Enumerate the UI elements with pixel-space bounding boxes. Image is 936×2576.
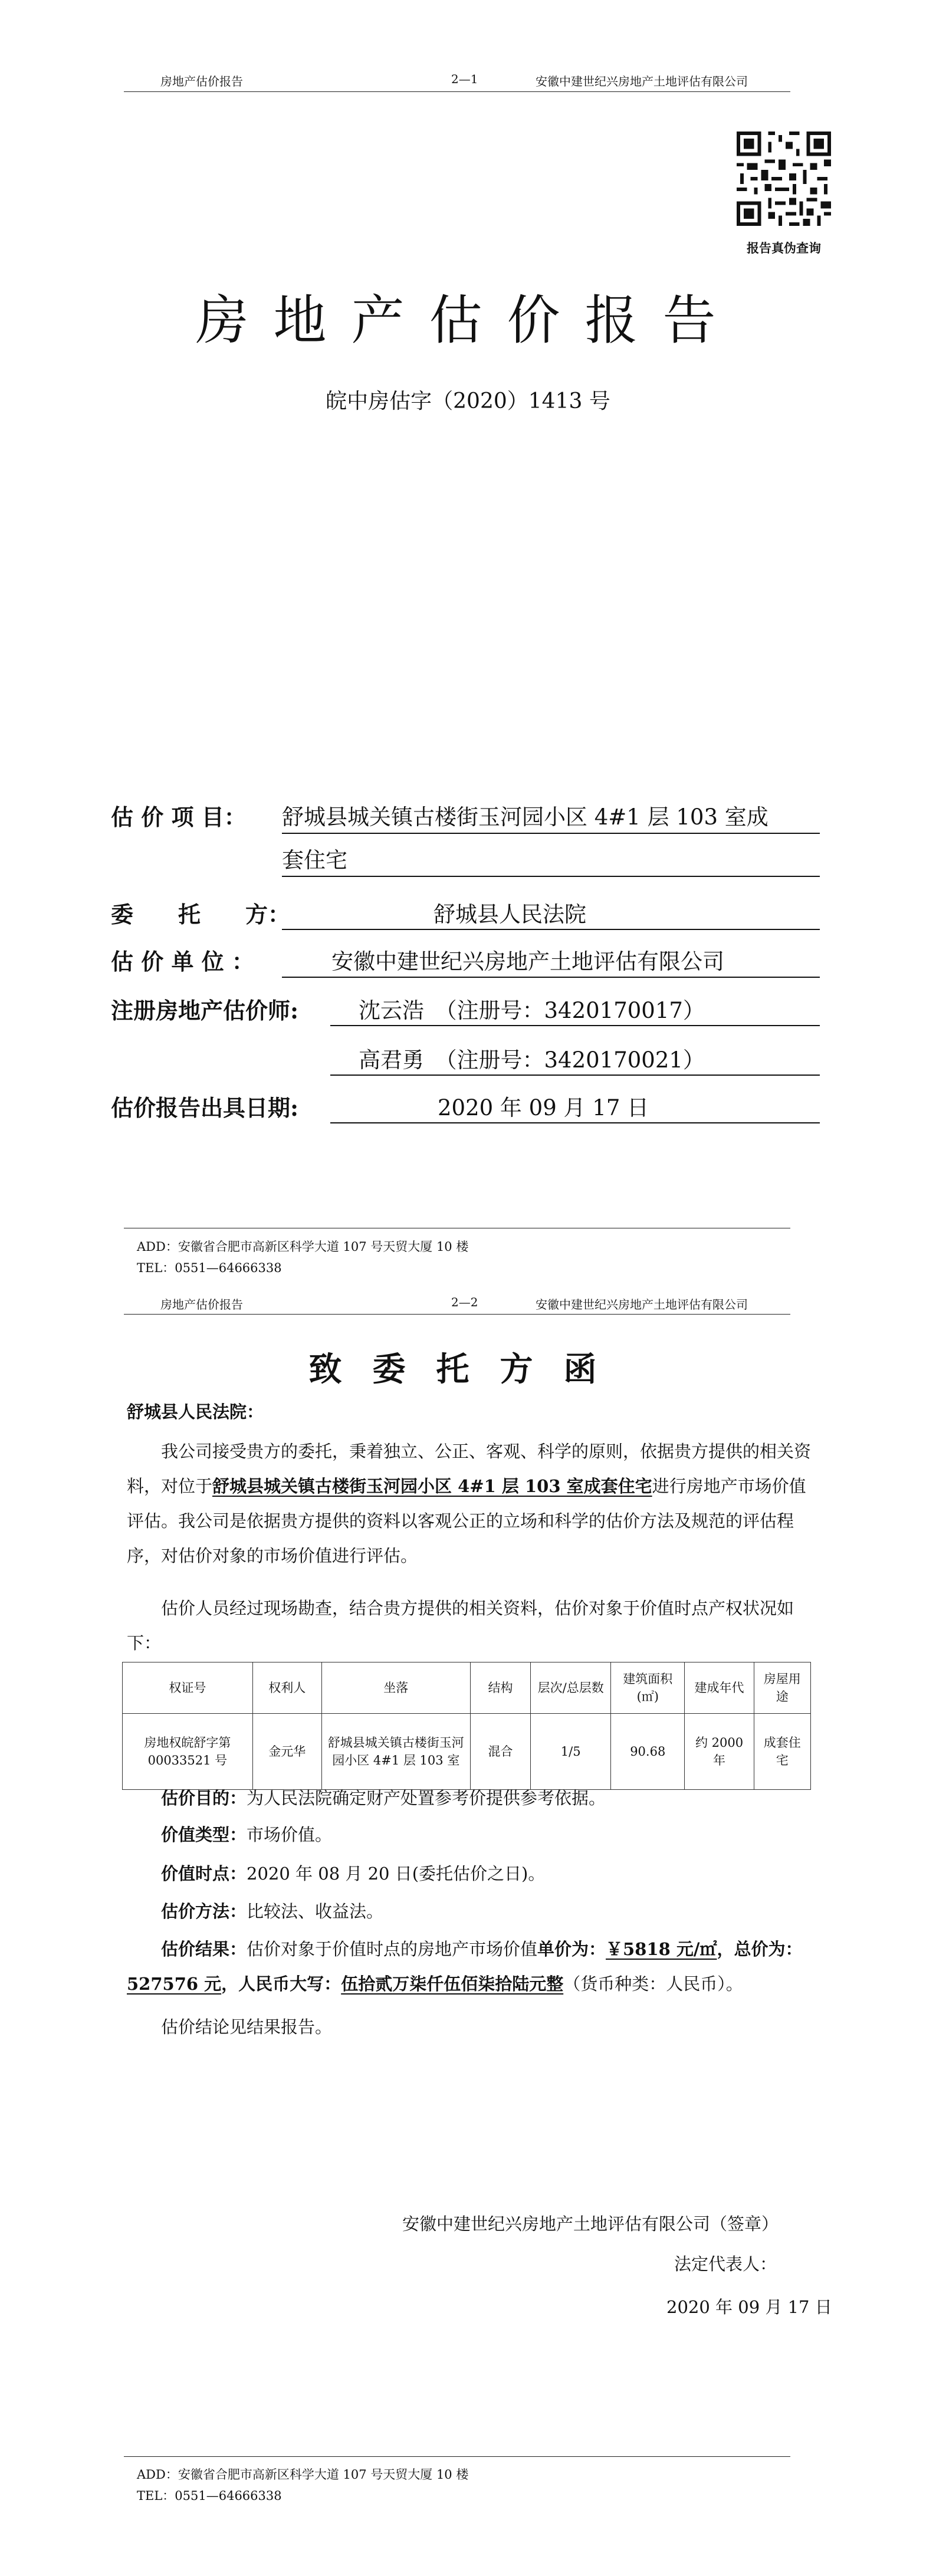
table-cell: 成套住宅 [754, 1714, 810, 1790]
table-cell: 混合 [470, 1714, 531, 1790]
result-currency: （货币种类：人民币）。 [563, 1974, 743, 1994]
result-total-label: ，总价为： [717, 1939, 803, 1959]
table-header-cell: 层次/总层数 [531, 1662, 611, 1714]
paragraph-1-text-a: 我公司接受贵方的委托，秉着独立、公正、客观、科学的原则，依据贵方提供的相关资料，对位于 [127, 1441, 812, 1496]
report-date-value: 2020 年 09 月 17 日 [438, 1095, 649, 1121]
paragraph-1 [127, 1434, 811, 1573]
result-total-price: 527576 元 [127, 1974, 222, 1994]
header-company: 安徽中建世纪兴房地产土地评估有限公司 [536, 74, 748, 88]
method-value: 比较法、收益法。 [247, 1901, 384, 1921]
appraiser-underline [282, 977, 820, 978]
registered-underline-2 [330, 1075, 820, 1076]
result-unit-price: ￥5818 元/㎡ [606, 1939, 717, 1959]
value-type-value: 市场价值。 [247, 1825, 333, 1845]
signer: 安徽中建世纪兴房地产土地评估有限公司（签章） [402, 2214, 779, 2234]
header-page-number: 2—2 [451, 1295, 478, 1309]
project-label: 估 价 项 目： [111, 804, 247, 830]
project-value-line1: 舒城县城关镇古楼街玉河园小区 4#1 层 103 室成 [282, 804, 768, 830]
table-header-cell: 房屋用途 [754, 1662, 810, 1714]
value-type-line [161, 1818, 332, 1852]
table-header-row [123, 1662, 811, 1714]
table-cell: 房地权皖舒字第 00033521 号 [123, 1714, 253, 1790]
appraiser-value: 安徽中建世纪兴房地产土地评估有限公司 [331, 949, 724, 974]
registered-underline-1 [330, 1025, 820, 1026]
registered-appraiser-1: 沈云浩 （注册号：3420170017） [359, 998, 705, 1023]
client-label: 委 托 方： [111, 901, 291, 928]
result-rmb-label: ，人民币大写： [221, 1974, 341, 1994]
project-underline-2 [282, 876, 820, 877]
table-header-cell: 结构 [470, 1662, 531, 1714]
appraiser-label: 估 价 单 位 ： [111, 948, 254, 975]
property-table [122, 1662, 811, 1790]
document-number: 皖中房估字（2020）1413 号 [326, 389, 610, 413]
result-label: 估价结果： [161, 1939, 247, 1959]
conclusion: 估价结论见结果报告。 [161, 2017, 333, 2037]
paragraph-2: 估价人员经过现场勘查，结合贵方提供的相关资料，估价对象于价值时点产权状况如下： [127, 1598, 794, 1653]
value-type-label: 价值类型： [161, 1825, 247, 1845]
salutation: 舒城县人民法院： [127, 1402, 264, 1422]
client-underline [282, 929, 820, 930]
table-row [123, 1714, 811, 1790]
purpose-line [161, 1781, 606, 1816]
page2-footer [137, 2464, 468, 2506]
client-value: 舒城县人民法院 [433, 902, 586, 927]
header-rule [124, 91, 790, 92]
legal-representative: 法定代表人： [674, 2254, 777, 2274]
paragraph-1-text-c: 进行房地产市场价值评估。我公司是依据贵方提供的资料以客观公正的立场和科学的估价方法及规范的评估程序，对估价对象的市场价值进行评估。 [127, 1476, 806, 1566]
footer-tel: TEL：0551—64666338 [137, 2489, 282, 2503]
table-cell: 金元华 [252, 1714, 321, 1790]
footer-address: ADD：安徽省合肥市高新区科学大道 107 号天贸大厦 10 楼 [137, 1240, 469, 1254]
qr-caption: 报告真伪查询 [747, 241, 821, 255]
header-company: 安徽中建世纪兴房地产土地评估有限公司 [536, 1297, 748, 1312]
header-left: 房地产估价报告 [160, 74, 243, 88]
result-paragraph [127, 1932, 811, 2002]
table-header-cell: 权利人 [252, 1662, 321, 1714]
registered-appraiser-2: 高君勇 （注册号：3420170021） [359, 1047, 705, 1073]
result-rmb-words: 伍拾贰万柒仟伍佰柒拾陆元整 [341, 1974, 564, 1994]
table-header-cell: 建成年代 [685, 1662, 754, 1714]
table-cell: 90.68 [611, 1714, 685, 1790]
table-header-cell: 坐落 [321, 1662, 470, 1714]
page1-footer [137, 1236, 468, 1279]
qr-code-icon[interactable] [733, 128, 835, 229]
result-text: 估价对象于价值时点的房地产市场价值 [247, 1939, 538, 1959]
header-page-number: 2—1 [451, 72, 478, 86]
letter-date: 2020 年 09 月 17 日 [666, 2297, 832, 2317]
report-date-label: 估价报告出具日期: [111, 1095, 299, 1121]
footer-tel: TEL：0551—64666338 [137, 1261, 282, 1275]
registered-appraiser-label: 注册房地产估价师: [111, 997, 299, 1024]
result-unit-label: 单价为： [537, 1939, 606, 1959]
table-cell: 舒城县城关镇古楼街玉河园小区 4#1 层 103 室 [321, 1714, 470, 1790]
header-left: 房地产估价报告 [160, 1297, 243, 1312]
table-cell: 1/5 [531, 1714, 611, 1790]
project-underline-1 [282, 833, 820, 834]
method-line [161, 1894, 383, 1929]
header-rule [124, 1314, 790, 1315]
purpose-value: 为人民法院确定财产处置参考价提供参考依据。 [247, 1788, 606, 1808]
property-address: 舒城县城关镇古楼街玉河园小区 4#1 层 103 室成套住宅 [212, 1476, 652, 1496]
value-date-line [161, 1857, 545, 1891]
footer-rule [124, 2456, 790, 2457]
report-date-underline [330, 1122, 820, 1123]
letter-title: 致委托方函 [308, 1350, 628, 1389]
value-date-value: 2020 年 08 月 20 日(委托估价之日)。 [247, 1864, 546, 1884]
table-header-cell: 权证号 [123, 1662, 253, 1714]
purpose-label: 估价目的： [161, 1788, 247, 1808]
value-date-label: 价值时点： [161, 1864, 247, 1884]
method-label: 估价方法： [161, 1901, 247, 1921]
report-title: 房地产估价报告 [195, 290, 741, 351]
table-cell: 约 2000 年 [685, 1714, 754, 1790]
footer-address: ADD：安徽省合肥市高新区科学大道 107 号天贸大厦 10 楼 [137, 2467, 469, 2482]
table-header-cell: 建筑面积(㎡) [611, 1662, 685, 1714]
project-value-line2: 套住宅 [282, 847, 347, 873]
